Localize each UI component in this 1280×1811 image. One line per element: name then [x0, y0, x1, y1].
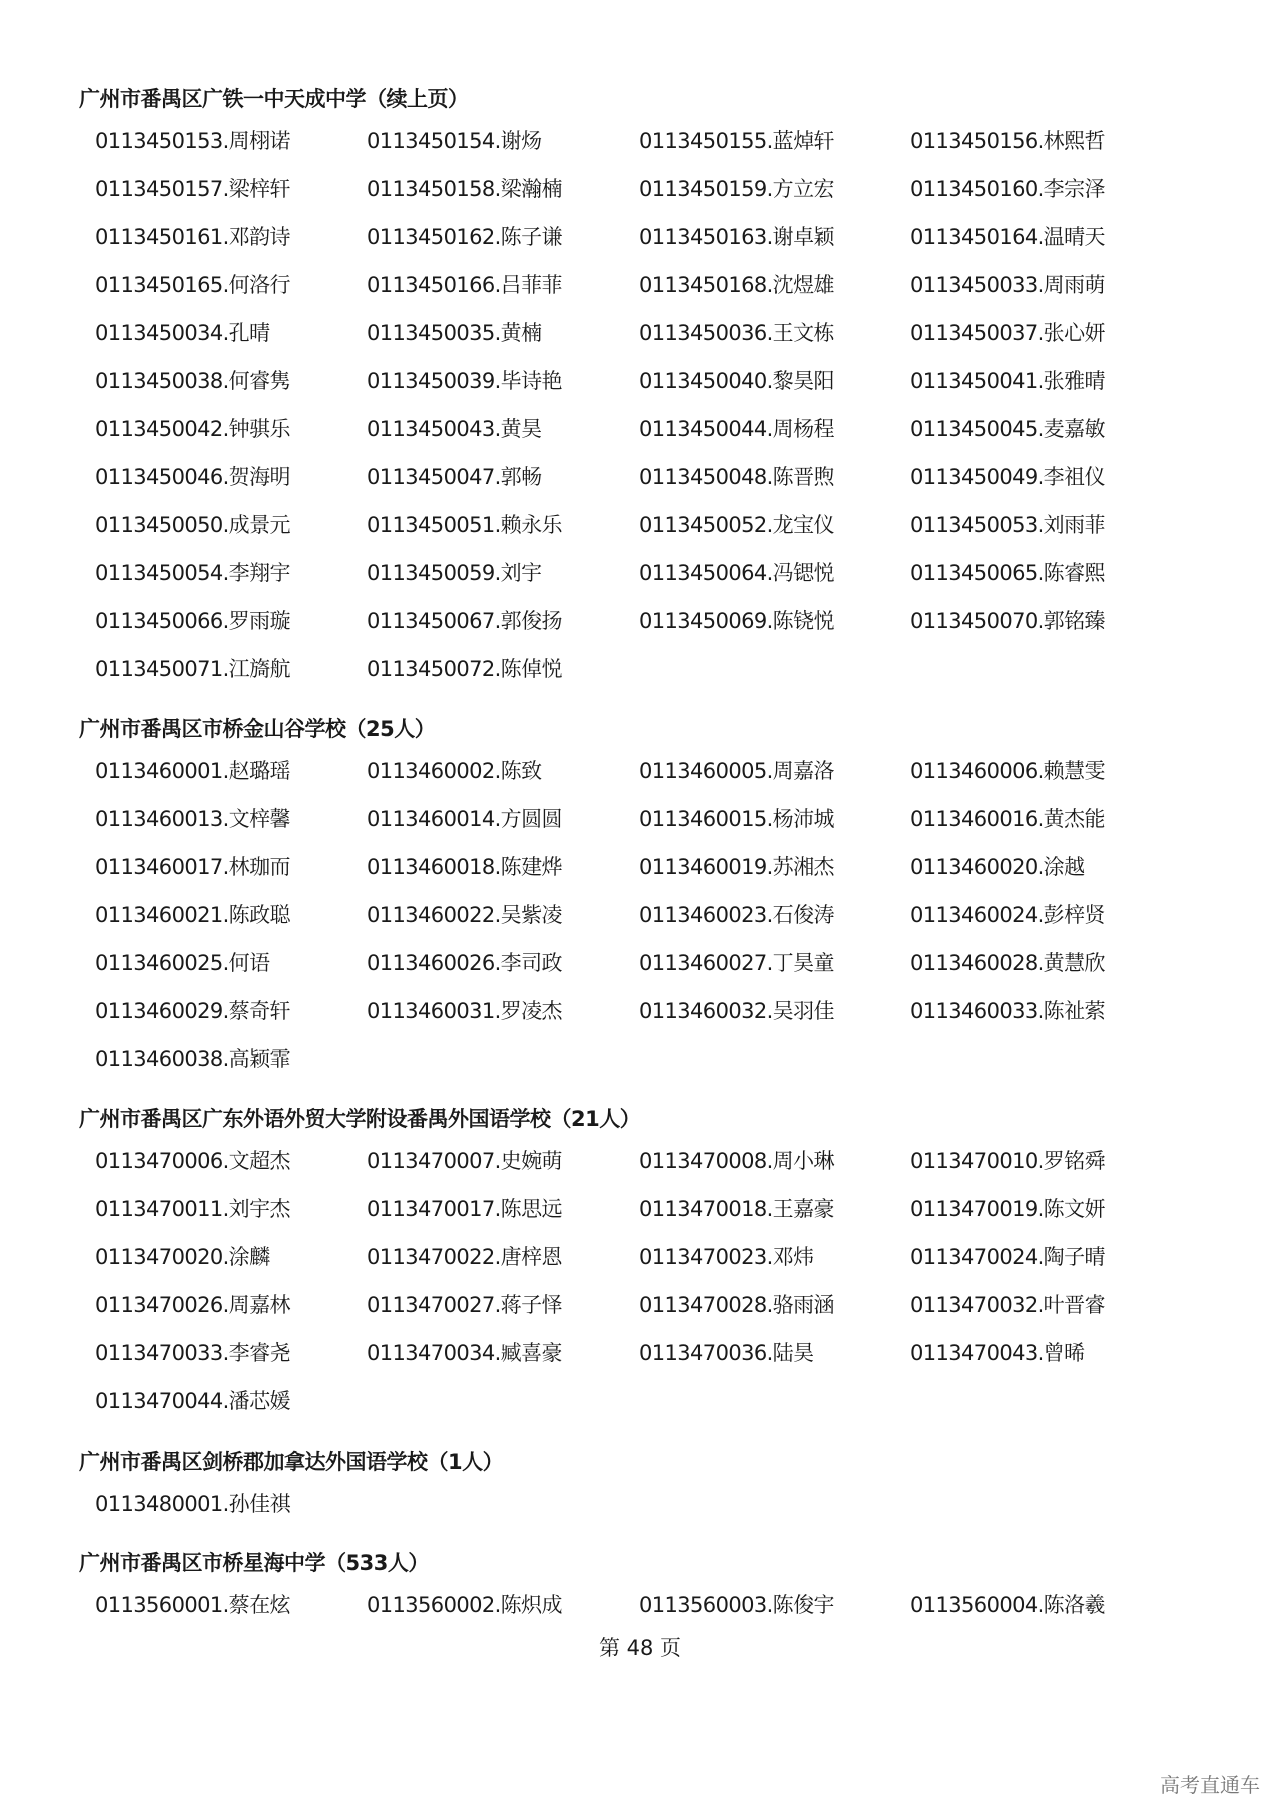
- student-entry: 0113470034.臧喜豪: [367, 1341, 562, 1365]
- student-entry: 0113560001.蔡在炫: [95, 1593, 290, 1617]
- school-heading: 广州市番禺区市桥星海中学（533人）: [79, 1551, 429, 1575]
- student-list: [95, 1489, 1229, 1537]
- student-entry: 0113460020.涂越: [910, 855, 1085, 879]
- student-entry: 0113450051.赖永乐: [367, 513, 562, 537]
- student-entry: 0113450070.郭铭臻: [910, 609, 1105, 633]
- student-entry: 0113450157.梁梓轩: [95, 177, 290, 201]
- student-entry: 0113450043.黄昊: [367, 417, 542, 441]
- student-entry: 0113460019.苏湘杰: [639, 855, 834, 879]
- student-entry: 0113450046.贺海明: [95, 465, 290, 489]
- student-entry: 0113450042.钟骐乐: [95, 417, 290, 441]
- student-entry: 0113470032.叶晋睿: [910, 1293, 1105, 1317]
- student-list: [95, 126, 1229, 702]
- student-entry: 0113470008.周小琳: [639, 1149, 834, 1173]
- student-entry: 0113480001.孙佳祺: [95, 1492, 290, 1516]
- student-entry: 0113470027.蒋子怿: [367, 1293, 562, 1317]
- student-entry: 0113450052.龙宝仪: [639, 513, 834, 537]
- student-entry: 0113450164.温晴天: [910, 225, 1105, 249]
- student-entry: 0113460015.杨沛城: [639, 807, 834, 831]
- student-list: [95, 1146, 1229, 1434]
- student-entry: 0113560002.陈炽成: [367, 1593, 562, 1617]
- student-entry: 0113460013.文梓馨: [95, 807, 290, 831]
- student-entry: 0113470033.李睿尧: [95, 1341, 290, 1365]
- student-entry: 0113560004.陈洛羲: [910, 1593, 1105, 1617]
- student-entry: 0113450158.梁瀚楠: [367, 177, 562, 201]
- student-entry: 0113450049.李祖仪: [910, 465, 1105, 489]
- student-entry: 0113460017.林珈而: [95, 855, 290, 879]
- student-entry: 0113450166.吕菲菲: [367, 273, 562, 297]
- school-section: [79, 1447, 1229, 1537]
- student-entry: 0113470006.文超杰: [95, 1149, 290, 1173]
- student-entry: 0113450156.林熙哲: [910, 129, 1105, 153]
- student-entry: 0113460006.赖慧雯: [910, 759, 1105, 783]
- student-entry: 0113450048.陈晋煦: [639, 465, 834, 489]
- student-entry: 0113450037.张心妍: [910, 321, 1105, 345]
- student-entry: 0113450160.李宗泽: [910, 177, 1105, 201]
- student-entry: 0113470007.史婉萌: [367, 1149, 562, 1173]
- student-entry: 0113450054.李翔宇: [95, 561, 290, 585]
- student-entry: 0113470018.王嘉豪: [639, 1197, 834, 1221]
- student-entry: 0113460016.黄杰能: [910, 807, 1105, 831]
- student-entry: 0113460028.黄慧欣: [910, 951, 1105, 975]
- student-entry: 0113450050.成景元: [95, 513, 290, 537]
- school-section: [79, 1104, 1229, 1434]
- student-entry: 0113450159.方立宏: [639, 177, 834, 201]
- student-entry: 0113470010.罗铭舜: [910, 1149, 1105, 1173]
- student-entry: 0113460002.陈致: [367, 759, 542, 783]
- student-entry: 0113450154.谢炀: [367, 129, 542, 153]
- student-entry: 0113450045.麦嘉敏: [910, 417, 1105, 441]
- student-entry: 0113460038.高颖霏: [95, 1047, 290, 1071]
- student-entry: 0113450072.陈倬悦: [367, 657, 562, 681]
- student-entry: 0113460005.周嘉洛: [639, 759, 834, 783]
- student-entry: 0113450036.王文栋: [639, 321, 834, 345]
- student-entry: 0113450041.张雅晴: [910, 369, 1105, 393]
- student-entry: 0113460029.蔡奇轩: [95, 999, 290, 1023]
- student-entry: 0113460026.李司政: [367, 951, 562, 975]
- student-entry: 0113450067.郭俊扬: [367, 609, 562, 633]
- student-entry: 0113450153.周栩诺: [95, 129, 290, 153]
- student-entry: 0113460027.丁昊童: [639, 951, 834, 975]
- student-entry: 0113450065.陈睿熙: [910, 561, 1105, 585]
- student-entry: 0113460031.罗凌杰: [367, 999, 562, 1023]
- student-entry: 0113450069.陈铙悦: [639, 609, 834, 633]
- student-entry: 0113460018.陈建烨: [367, 855, 562, 879]
- school-heading: 广州市番禺区广铁一中天成中学（续上页）: [79, 87, 469, 111]
- student-entry: 0113470019.陈文妍: [910, 1197, 1105, 1221]
- student-entry: 0113450038.何睿隽: [95, 369, 290, 393]
- watermark: 高考直通车: [1160, 1773, 1260, 1797]
- school-heading: 广州市番禺区市桥金山谷学校（25人）: [79, 717, 436, 741]
- student-entry: 0113470028.骆雨涵: [639, 1293, 834, 1317]
- student-entry: 0113460001.赵璐瑶: [95, 759, 290, 783]
- school-section: [79, 1548, 1229, 1638]
- student-entry: 0113470026.周嘉林: [95, 1293, 290, 1317]
- student-entry: 0113470017.陈思远: [367, 1197, 562, 1221]
- student-entry: 0113450163.谢卓颖: [639, 225, 834, 249]
- student-entry: 0113450053.刘雨菲: [910, 513, 1105, 537]
- student-entry: 0113460033.陈祉萦: [910, 999, 1105, 1023]
- student-entry: 0113450047.郭畅: [367, 465, 542, 489]
- student-entry: 0113460025.何语: [95, 951, 270, 975]
- student-entry: 0113450064.冯锶悦: [639, 561, 834, 585]
- student-entry: 0113450035.黄楠: [367, 321, 542, 345]
- school-section: [79, 84, 1229, 702]
- student-entry: 0113470044.潘芯媛: [95, 1389, 290, 1413]
- student-entry: 0113460032.吴羽佳: [639, 999, 834, 1023]
- student-entry: 0113460021.陈政聪: [95, 903, 290, 927]
- student-entry: 0113450071.江旖航: [95, 657, 290, 681]
- student-entry: 0113450044.周杨程: [639, 417, 834, 441]
- school-heading: 广州市番禺区剑桥郡加拿达外国语学校（1人）: [79, 1450, 504, 1474]
- student-entry: 0113470020.涂麟: [95, 1245, 270, 1269]
- student-entry: 0113450033.周雨萌: [910, 273, 1105, 297]
- student-entry: 0113460022.吴紫凌: [367, 903, 562, 927]
- student-entry: 0113470036.陆昊: [639, 1341, 814, 1365]
- student-list: [95, 756, 1229, 1092]
- school-section: [79, 714, 1229, 1092]
- page-number: 第 48 页: [598, 1636, 682, 1660]
- student-entry: 0113450155.蓝焯轩: [639, 129, 834, 153]
- student-entry: 0113450165.何洛行: [95, 273, 290, 297]
- student-entry: 0113470023.邓炜: [639, 1245, 814, 1269]
- student-entry: 0113470024.陶子晴: [910, 1245, 1105, 1269]
- student-entry: 0113450034.孔晴: [95, 321, 270, 345]
- student-entry: 0113470043.曾晞: [910, 1341, 1085, 1365]
- student-entry: 0113560003.陈俊宇: [639, 1593, 834, 1617]
- student-entry: 0113450066.罗雨璇: [95, 609, 290, 633]
- student-entry: 0113450059.刘宇: [367, 561, 542, 585]
- student-entry: 0113450040.黎昊阳: [639, 369, 834, 393]
- student-list: [95, 1590, 1229, 1638]
- student-entry: 0113460024.彭梓贤: [910, 903, 1105, 927]
- student-entry: 0113470022.唐梓恩: [367, 1245, 562, 1269]
- student-entry: 0113460023.石俊涛: [639, 903, 834, 927]
- student-entry: 0113460014.方圆圆: [367, 807, 562, 831]
- student-entry: 0113450161.邓韵诗: [95, 225, 290, 249]
- student-entry: 0113450039.毕诗艳: [367, 369, 562, 393]
- student-entry: 0113450168.沈煜雄: [639, 273, 834, 297]
- student-entry: 0113470011.刘宇杰: [95, 1197, 290, 1221]
- student-entry: 0113450162.陈子谦: [367, 225, 562, 249]
- school-heading: 广州市番禺区广东外语外贸大学附设番禺外国语学校（21人）: [79, 1107, 641, 1131]
